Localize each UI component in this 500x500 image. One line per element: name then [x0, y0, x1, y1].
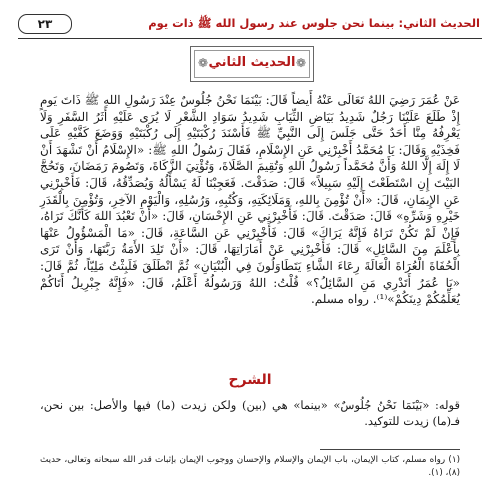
section-title: الشرح: [228, 372, 272, 388]
running-header: [18, 12, 482, 39]
page-number: ٢٣: [18, 14, 72, 34]
footnote-divider: [320, 449, 460, 450]
ornament-right-icon: ❁: [295, 56, 306, 70]
hadith-text: عَنْ عُمَرَ رَضِيَ اللهُ تَعَالَى عَنْهُ أَيضاً قَالَ: بَيْنَمَا نَحْنُ جُلُوسٌ عِنْدَ رَسُولِ اللهِ ﷺ ذَاتَ يَومٍ إِذْ طَلَعَ عَلَيْنَا رَجُلٌ شَدِيدُ بَيَاضِ الثِّيَابِ شَدِيدُ سَوَادِ الشَّعْرِ لَا يُرَى عَلَيْهِ أَثَرُ السَّفَرِ وَلَا يَعْرِفُهُ مِنَّا أَحَدٌ حَتَّى جَلَسَ إِلَى النَّبِيِّ ﷺ فَأَسْنَدَ رُكْبَتَيْهِ إِلَى رُكْبَتَيْهِ وَوَضَعَ كَفَّيْهِ عَلَى فَخِذَيْهِ وَقَالَ: يَا مُحَمَّدُ أَخْبِرْنِي عَنِ الإِسْلَامِ، فَقَالَ رَسُولُ اللهِ ﷺ: «الإِسْلَامُ أَنْ تَشْهَدَ أَنْ لَا إِلَهَ إِلَّا اللهُ وَأَنَّ مُحَمَّداً رَسُولُ اللهِ وَتُقِيمَ الصَّلَاةَ، وَتُؤْتِيَ الزَّكَاةَ، وَتَصُومَ رَمَضَانَ، وَتَحُجَّ البَيْتَ إِنِ اسْتَطَعْتَ إِلَيْهِ سَبِيلاً» قَالَ: صَدَقْتَ. فَعَجِبْنَا لَهُ يَسْأَلُهُ وَيُصَدِّقُهُ، قَالَ: فَأَخْبِرْنِي عَنِ الإِيمَانِ، قَالَ: «أَنْ تُؤْمِنَ بِاللهِ، وَمَلَائِكَتِهِ، وَكُتُبِهِ، وَرُسُلِهِ، وَالْيَوْمِ الآخِرِ، وَتُؤْمِنَ بِالْقَدَرِ خَيْرِهِ وَشَرِّهِ» قَالَ: صَدَقْتَ. قَالَ: فَأَخْبِرْنِي عَنِ الإِحْسَانِ، قَالَ: «أَنْ تَعْبُدَ اللهَ كَأَنَّكَ تَرَاهُ، فَإِنْ لَمْ تَكُنْ تَرَاهُ فَإِنَّهُ يَرَاكَ» قَالَ: فَأَخْبِرْنِي عَنِ السَّاعَةِ، قَالَ: «مَا الْمَسْؤُولُ عَنْهَا بِأَعْلَمَ مِنَ السَّائِلِ» قَالَ: فَأَخْبِرْنِي عَنْ أَمَارَاتِهَا، قَالَ: «أَنْ تَلِدَ الأَمَةُ رَبَّتَهَا، وَأَنْ تَرَى الْحُفَاةَ الْعُرَاةَ الْعَالَةَ رِعَاءَ الشَّاءِ يَتَطَاوَلُونَ فِي الْبُنْيَانِ» ثُمَّ انْطَلَقَ فَلَبِثْتُ مَلِيّاً، ثُمَّ قَالَ: «يَا عُمَرُ أَتَدْرِي مَنِ السَّائِلُ؟» قُلْتُ: اللهُ وَرَسُولُهُ أَعْلَمُ، قَالَ: «فَإِنَّهُ جِبْرِيلُ أَتَاكُمْ يُعَلِّمُكُمْ دِينَكُمْ»⁽¹⁾. رواه مسلم.: [40, 93, 460, 307]
footnote: (١) رواه مسلم، كتاب الإيمان، باب الإيمان والإسلام والإحسان ووجوب الإيمان بإثبات قدر الله سبحانه وتعالى، حديث (٨)، (١).: [40, 455, 460, 478]
chapter-title: الحديث الثاني: [208, 55, 296, 70]
running-title: الحديث الثاني: بينما نحن جلوس عند رسول الله ﷺ ذات يوم: [148, 16, 480, 30]
commentary-text: قوله: «بَيْنَمَا نَحْنُ جُلُوسٌ» «بينما» هي (بين) ولكن زيدت (ما) فيها والأصل: بين نحن، فـ(ما) زيدت للتوكيد.: [40, 398, 460, 428]
ornament-left-icon: ❁: [198, 56, 209, 70]
chapter-title-frame: [190, 46, 314, 82]
